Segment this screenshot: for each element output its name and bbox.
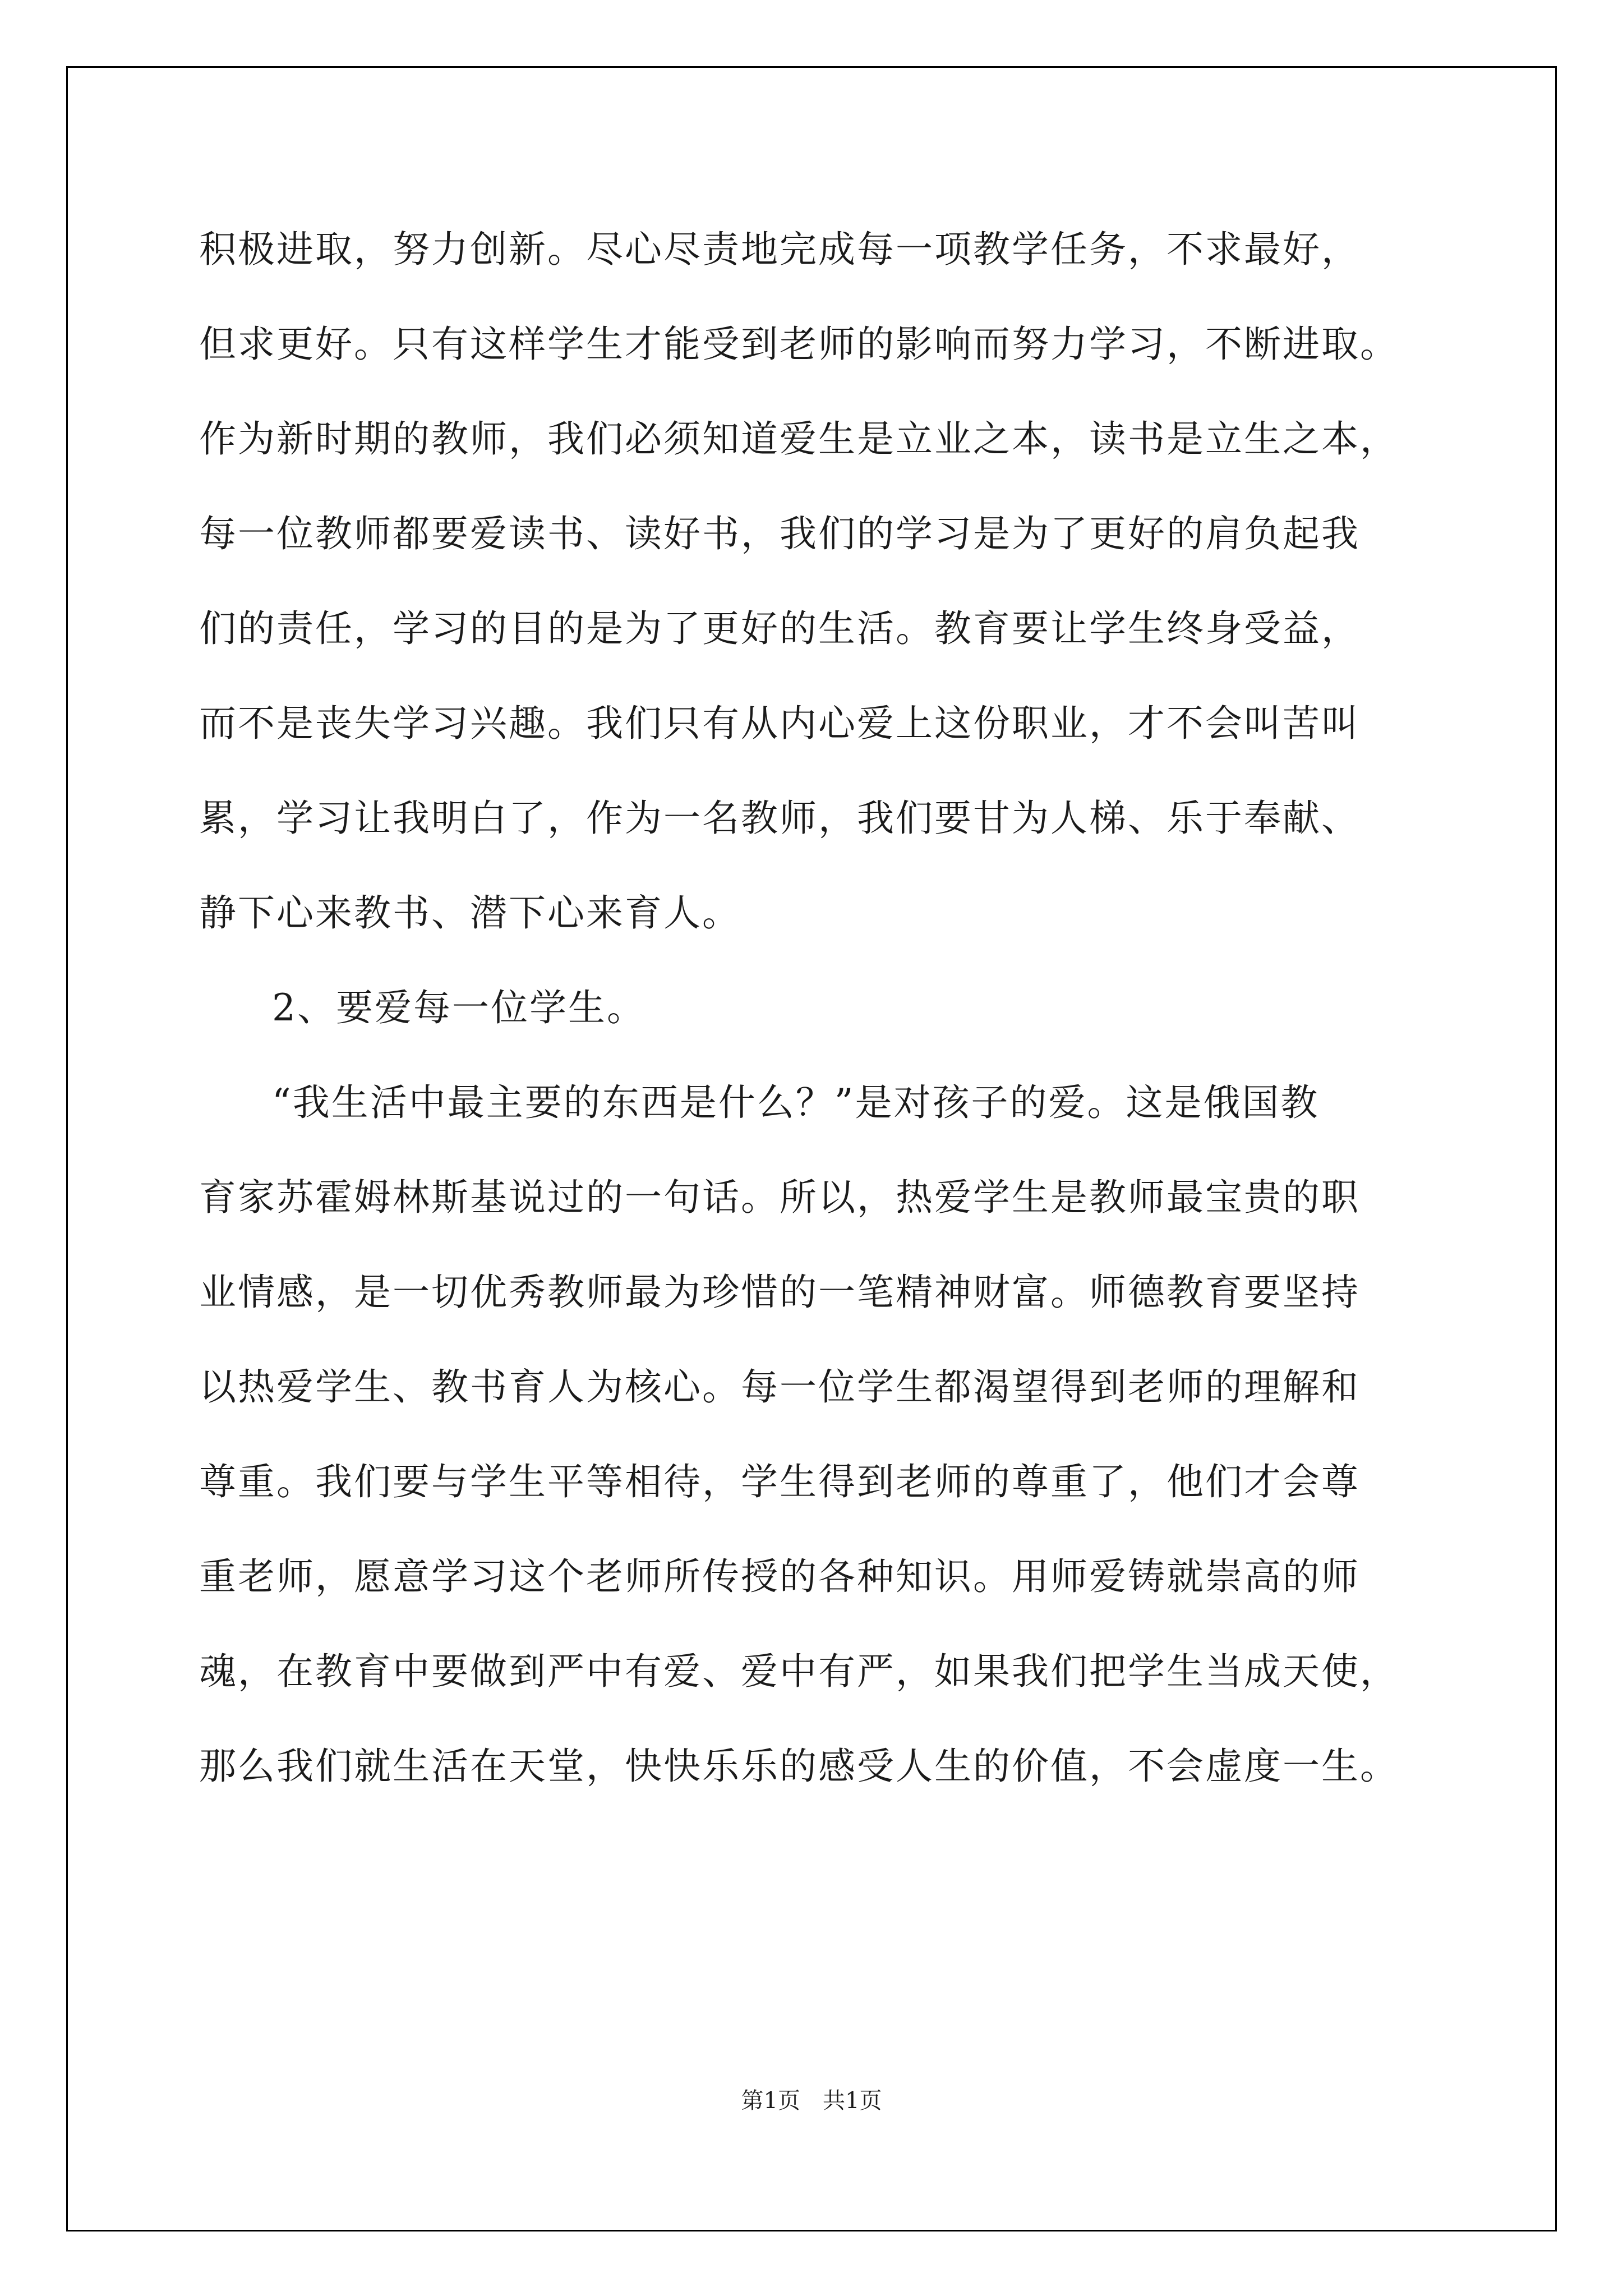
text-line: 那么我们就生活在天堂，快快乐乐的感受人生的价值，不会虚度一生。 [199, 1745, 1399, 1788]
text-line: 重老师，愿意学习这个老师所传授的各种知识。用师爱铸就崇高的师 [199, 1555, 1360, 1598]
text-line: 而不是丧失学习兴趣。我们只有从内心爱上这份职业，才不会叫苦叫 [199, 702, 1360, 745]
text-line: 以热爱学生、教书育人为核心。每一位学生都渴望得到老师的理解和 [199, 1365, 1360, 1409]
page-footer [0, 2087, 1623, 2115]
page-number-total: 共1页 [823, 2088, 882, 2114]
text-line: 尊重。我们要与学生平等相待，学生得到老师的尊重了，他们才会尊 [199, 1460, 1360, 1503]
text-line: 们的责任，学习的目的是为了更好的生活。教育要让学生终身受益， [199, 607, 1360, 650]
text-line: 业情感，是一切优秀教师最为珍惜的一笔精神财富。师德教育要坚持 [199, 1271, 1360, 1314]
text-line: 但求更好。只有这样学生才能受到老师的影响而努力学习，不断进取。 [199, 323, 1399, 366]
page-number-current: 第1页 [741, 2088, 800, 2114]
text-line: “我生活中最主要的东西是什么？”是对孩子的爱。这是俄国教 [272, 1081, 1320, 1124]
text-line: 作为新时期的教师，我们必须知道爱生是立业之本，读书是立生之本， [199, 417, 1399, 461]
text-line: 育家苏霍姆林斯基说过的一句话。所以，热爱学生是教师最宝贵的职 [199, 1176, 1360, 1219]
text-line: 累，学习让我明白了，作为一名教师，我们要甘为人梯、乐于奉献、 [199, 797, 1360, 840]
text-line: 静下心来教书、潜下心来育人。 [199, 891, 741, 935]
text-line: 每一位教师都要爱读书、读好书，我们的学习是为了更好的肩负起我 [199, 512, 1360, 555]
text-line: 积极进取，努力创新。尽心尽责地完成每一项教学任务，不求最好， [199, 228, 1360, 271]
document-body [199, 202, 1455, 1814]
text-line: 2、要爱每一位学生。 [272, 986, 645, 1029]
text-line: 魂，在教育中要做到严中有爱、爱中有严，如果我们把学生当成天使， [199, 1650, 1399, 1693]
